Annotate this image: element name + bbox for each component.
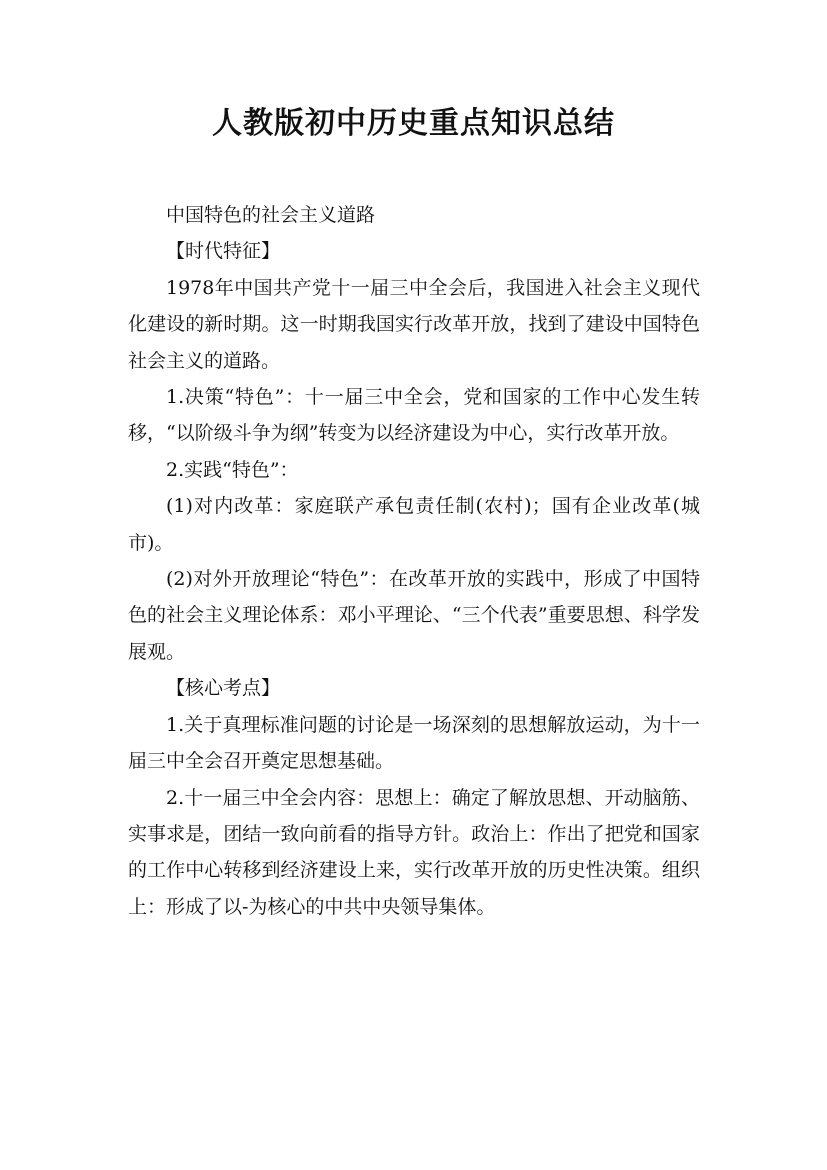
section-heading: 中国特色的社会主义道路 — [166, 204, 376, 226]
paragraph: 1.关于真理标准问题的讨论是一场深刻的思想解放运动，为十一届三中全会召开奠定思想基础。 — [128, 713, 700, 773]
paragraph: (1)对内改革：家庭联产承包责任制(农村)；国有企业改革(城市)。 — [128, 495, 700, 554]
paragraph: 2.十一届三中全会内容：思想上：确定了解放思想、开动脑筋、实事求是，团结一致向前看的指导方针。政治上：作出了把党和国家的工作中心转移到经济建设上来，实行改革开放的历史性决策。组织上：形成了以-为核心的中共中央领导集体。 — [128, 786, 700, 918]
paragraph: (2)对外开放理论“特色”：在改革开放的实践中，形成了中国特色的社会主义理论体系：邓小平理论、“三个代表”重要思想、科学发展观。 — [128, 568, 700, 663]
paragraph: 1.决策“特色”：十一届三中全会，党和国家的工作中心发生转移，“以阶级斗争为纲”转变为以经济建设为中心，实行改革开放。 — [128, 386, 700, 445]
document-title: 人教版初中历史重点知识总结 — [212, 106, 615, 141]
subsection-heading-core-points: 【核心考点】 — [166, 677, 281, 700]
paragraph: 1978年中国共产党十一届三中全会后，我国进入社会主义现代化建设的新时期。这一时期我国实行改革开放，找到了建设中国特色社会主义的道路。 — [128, 276, 700, 372]
paragraph: 2.实践“特色”： — [166, 458, 299, 481]
subsection-heading-era-features: 【时代特征】 — [166, 240, 281, 263]
document-body — [128, 197, 700, 925]
